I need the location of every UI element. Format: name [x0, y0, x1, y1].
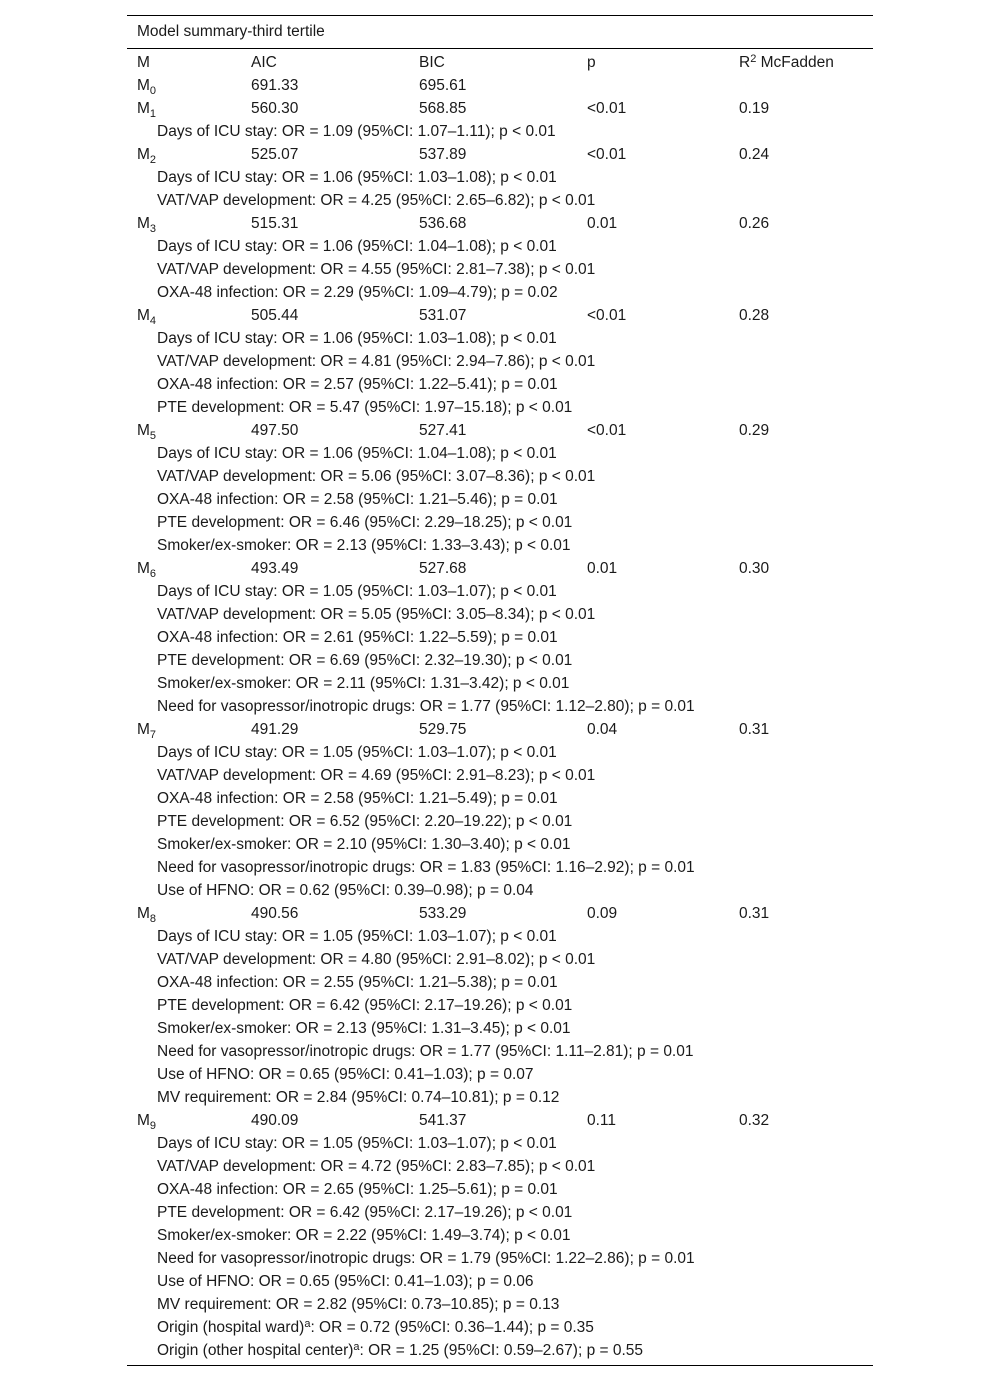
predictor-row: OXA-48 infection: OR = 2.29 (95%CI: 1.09–4.79); p = 0.02 — [157, 284, 558, 301]
model-aic: 515.31 — [251, 215, 299, 232]
predictor-row: VAT/VAP development: OR = 4.55 (95%CI: 2.81–7.38); p < 0.01 — [157, 261, 596, 278]
model-bic: 568.85 — [419, 100, 467, 117]
predictor-row: MV requirement: OR = 2.82 (95%CI: 0.73–10.85); p = 0.13 — [157, 1296, 560, 1313]
predictor-row: OXA-48 infection: OR = 2.55 (95%CI: 1.21–5.38); p = 0.01 — [157, 974, 558, 991]
predictor-row: Smoker/ex-smoker: OR = 2.10 (95%CI: 1.30–3.40); p < 0.01 — [157, 836, 571, 853]
model-row — [127, 212, 873, 235]
predictor-row: Days of ICU stay: OR = 1.05 (95%CI: 1.03–1.07); p < 0.01 — [157, 1135, 557, 1152]
model-p: <0.01 — [587, 307, 627, 324]
model-bic: 529.75 — [419, 721, 467, 738]
predictor-row: OXA-48 infection: OR = 2.61 (95%CI: 1.22–5.59); p = 0.01 — [157, 629, 558, 646]
model-bic: 537.89 — [419, 146, 467, 163]
predictor-row: Smoker/ex-smoker: OR = 2.13 (95%CI: 1.31–3.45); p < 0.01 — [157, 1020, 571, 1037]
predictor-row: Days of ICU stay: OR = 1.06 (95%CI: 1.03–1.08); p < 0.01 — [157, 169, 557, 186]
header-p: p — [587, 54, 596, 71]
predictor-row: Days of ICU stay: OR = 1.09 (95%CI: 1.07–1.11); p < 0.01 — [157, 123, 556, 140]
model-label: $M_7$ — [137, 721, 157, 741]
model-p: <0.01 — [587, 146, 627, 163]
predictor-row: Smoker/ex-smoker: OR = 2.11 (95%CI: 1.31–3.42); p < 0.01 — [157, 675, 570, 692]
model-label: $M_4$ — [137, 307, 157, 327]
predictor-row: Days of ICU stay: OR = 1.05 (95%CI: 1.03–1.07); p < 0.01 — [157, 744, 557, 761]
predictor-row: OXA-48 infection: OR = 2.58 (95%CI: 1.21–5.46); p = 0.01 — [157, 491, 558, 508]
model-p: 0.09 — [587, 905, 618, 922]
predictor-row: OXA-48 infection: OR = 2.57 (95%CI: 1.22–5.41); p = 0.01 — [157, 376, 558, 393]
model-p: <0.01 — [587, 100, 627, 117]
model-r2: 0.31 — [739, 721, 770, 738]
predictor-row: Need for vasopressor/inotropic drugs: OR = 1.77 (95%CI: 1.11–2.81); p = 0.01 — [157, 1043, 694, 1060]
model-label: $M_2$ — [137, 146, 157, 166]
predictor-row: Origin (hospital ward)$^a$: OR = 0.72 (95%CI: 0.36–1.44); p = 0.35 — [157, 1318, 594, 1336]
model-aic: 525.07 — [251, 146, 299, 163]
model-row — [127, 143, 873, 166]
model-r2: 0.29 — [739, 422, 770, 439]
table-header-row — [127, 51, 873, 74]
predictor-row: VAT/VAP development: OR = 5.06 (95%CI: 3.07–8.36); p < 0.01 — [157, 468, 596, 485]
model-p: <0.01 — [587, 422, 627, 439]
model-aic: 493.49 — [251, 560, 299, 577]
predictor-row: VAT/VAP development: OR = 4.80 (95%CI: 2.91–8.02); p < 0.01 — [157, 951, 596, 968]
model-row — [127, 1109, 873, 1132]
header-aic: AIC — [251, 54, 277, 71]
model-bic: 527.68 — [419, 560, 467, 577]
predictor-row: PTE development: OR = 6.42 (95%CI: 2.17–19.26); p < 0.01 — [157, 1204, 573, 1221]
model-r2: 0.32 — [739, 1112, 770, 1129]
predictor-row: MV requirement: OR = 2.84 (95%CI: 0.74–10.81); p = 0.12 — [157, 1089, 560, 1106]
predictor-row: Need for vasopressor/inotropic drugs: OR = 1.83 (95%CI: 1.16–2.92); p = 0.01 — [157, 859, 695, 876]
predictor-row: PTE development: OR = 6.69 (95%CI: 2.32–19.30); p < 0.01 — [157, 652, 573, 669]
predictor-row: Days of ICU stay: OR = 1.06 (95%CI: 1.04–1.08); p < 0.01 — [157, 238, 557, 255]
predictor-row: Need for vasopressor/inotropic drugs: OR = 1.77 (95%CI: 1.12–2.80); p = 0.01 — [157, 698, 695, 715]
model-label: $M_5$ — [137, 422, 157, 442]
model-bic: 527.41 — [419, 422, 467, 439]
model-bic: 531.07 — [419, 307, 467, 324]
header-bic: BIC — [419, 54, 445, 71]
table-body — [127, 74, 873, 1362]
model-row — [127, 74, 873, 97]
predictor-row: PTE development: OR = 6.42 (95%CI: 2.17–19.26); p < 0.01 — [157, 997, 573, 1014]
model-bic: 533.29 — [419, 905, 467, 922]
model-bic: 541.37 — [419, 1112, 467, 1129]
predictor-row: Days of ICU stay: OR = 1.05 (95%CI: 1.03–1.07); p < 0.01 — [157, 583, 557, 600]
model-r2: 0.19 — [739, 100, 770, 117]
predictor-row: Origin (other hospital center)$^a$: OR = 1.25 (95%CI: 0.59–2.67); p = 0.55 — [157, 1341, 644, 1359]
model-aic: 490.56 — [251, 905, 299, 922]
predictor-row: PTE development: OR = 6.52 (95%CI: 2.20–19.22); p < 0.01 — [157, 813, 573, 830]
predictor-row: VAT/VAP development: OR = 5.05 (95%CI: 3.05–8.34); p < 0.01 — [157, 606, 596, 623]
table-header-rule — [127, 48, 873, 49]
model-r2: 0.31 — [739, 905, 770, 922]
predictor-row: Use of HFNO: OR = 0.65 (95%CI: 0.41–1.03); p = 0.06 — [157, 1273, 534, 1290]
predictor-row: Smoker/ex-smoker: OR = 2.13 (95%CI: 1.33–3.43); p < 0.01 — [157, 537, 571, 554]
model-label: $M_6$ — [137, 560, 157, 580]
model-r2: 0.28 — [739, 307, 770, 324]
model-summary-table — [127, 15, 873, 1366]
model-row — [127, 419, 873, 442]
predictor-row: VAT/VAP development: OR = 4.81 (95%CI: 2.94–7.86); p < 0.01 — [157, 353, 596, 370]
model-aic: 497.50 — [251, 422, 299, 439]
model-bic: 695.61 — [419, 77, 467, 94]
model-p: 0.01 — [587, 215, 618, 232]
model-aic: 505.44 — [251, 307, 299, 324]
predictor-row: Days of ICU stay: OR = 1.06 (95%CI: 1.04–1.08); p < 0.01 — [157, 445, 557, 462]
table-title: Model summary-third tertile — [137, 23, 325, 40]
predictor-row: PTE development: OR = 5.47 (95%CI: 1.97–15.18); p < 0.01 — [157, 399, 573, 416]
table-bottom-rule — [127, 1365, 873, 1366]
predictor-row: OXA-48 infection: OR = 2.65 (95%CI: 1.25–5.61); p = 0.01 — [157, 1181, 558, 1198]
model-bic: 536.68 — [419, 215, 467, 232]
predictor-row: Smoker/ex-smoker: OR = 2.22 (95%CI: 1.49–3.74); p < 0.01 — [157, 1227, 571, 1244]
predictor-row: OXA-48 infection: OR = 2.58 (95%CI: 1.21–5.49); p = 0.01 — [157, 790, 558, 807]
model-aic: 490.09 — [251, 1112, 299, 1129]
model-p: 0.11 — [587, 1112, 617, 1129]
predictor-row: PTE development: OR = 6.46 (95%CI: 2.29–18.25); p < 0.01 — [157, 514, 573, 531]
predictor-row: Use of HFNO: OR = 0.65 (95%CI: 0.41–1.03); p = 0.07 — [157, 1066, 534, 1083]
predictor-row: VAT/VAP development: OR = 4.25 (95%CI: 2.65–6.82); p < 0.01 — [157, 192, 596, 209]
model-row — [127, 97, 873, 120]
predictor-row: Use of HFNO: OR = 0.62 (95%CI: 0.39–0.98); p = 0.04 — [157, 882, 534, 899]
model-r2: 0.26 — [739, 215, 770, 232]
model-aic: 691.33 — [251, 77, 299, 94]
predictor-row: Days of ICU stay: OR = 1.06 (95%CI: 1.03–1.08); p < 0.01 — [157, 330, 557, 347]
model-row — [127, 718, 873, 741]
model-label: $M_3$ — [137, 215, 157, 235]
model-label: $M_9$ — [137, 1112, 157, 1132]
model-row — [127, 902, 873, 925]
model-p: 0.01 — [587, 560, 618, 577]
model-r2: 0.30 — [739, 560, 770, 577]
model-label: $M_1$ — [137, 100, 157, 120]
predictor-row: Days of ICU stay: OR = 1.05 (95%CI: 1.03–1.07); p < 0.01 — [157, 928, 557, 945]
model-row — [127, 557, 873, 580]
model-row — [127, 304, 873, 327]
model-label: $M_0$ — [137, 77, 157, 97]
model-aic: 491.29 — [251, 721, 299, 738]
model-p: 0.04 — [587, 721, 618, 738]
predictor-row: VAT/VAP development: OR = 4.69 (95%CI: 2.91–8.23); p < 0.01 — [157, 767, 596, 784]
model-r2: 0.24 — [739, 146, 770, 163]
model-aic: 560.30 — [251, 100, 299, 117]
header-m: M — [137, 54, 150, 71]
predictor-row: Need for vasopressor/inotropic drugs: OR = 1.79 (95%CI: 1.22–2.86); p = 0.01 — [157, 1250, 695, 1267]
header-r2-mcfadden: $R^2$ McFadden — [739, 53, 834, 71]
model-label: $M_8$ — [137, 905, 157, 925]
predictor-row: VAT/VAP development: OR = 4.72 (95%CI: 2.83–7.85); p < 0.01 — [157, 1158, 596, 1175]
